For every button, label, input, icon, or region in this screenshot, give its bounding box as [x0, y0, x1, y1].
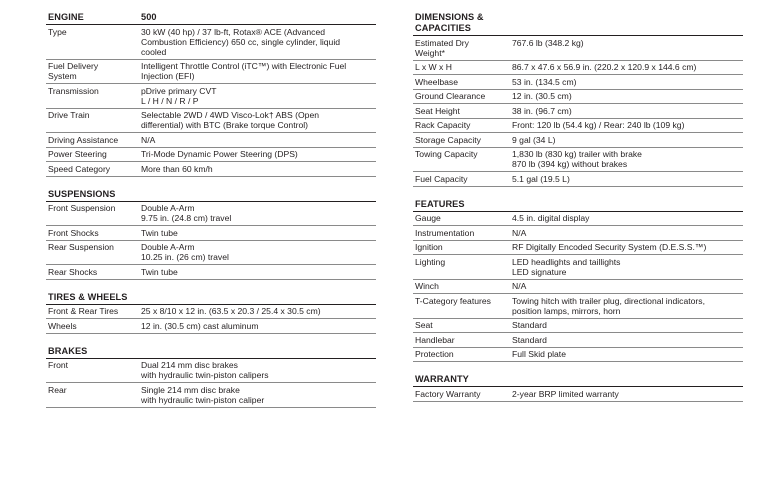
- spec-label: Front Shocks: [48, 227, 99, 238]
- section-tires-wheels: [46, 292, 376, 334]
- spec-row: [413, 119, 743, 134]
- spec-label: Rear Suspension: [48, 242, 114, 252]
- spec-label: Towing Capacity: [415, 149, 478, 159]
- spec-value: 4.5 in. digital display: [512, 213, 590, 223]
- spec-row: [413, 255, 743, 280]
- spec-label: Type: [48, 26, 67, 37]
- spec-label: Ignition: [415, 242, 443, 252]
- section-header: [46, 292, 376, 305]
- spec-value: 9 gal (34 L): [512, 134, 556, 145]
- spec-value: LED headlights and taillights LED signature: [512, 256, 621, 277]
- spec-row: [46, 265, 376, 280]
- spec-row: [413, 133, 743, 148]
- spec-label: Rack Capacity: [415, 120, 471, 130]
- section-dimensions-capacities: [413, 12, 743, 187]
- spec-label: Front Suspension: [48, 203, 116, 213]
- spec-row: [46, 359, 376, 384]
- spec-row: [46, 383, 376, 408]
- spec-label: Speed Category: [48, 163, 111, 174]
- section-suspensions: [46, 189, 376, 280]
- spec-label: Gauge: [415, 213, 441, 223]
- spec-row: [413, 387, 743, 402]
- spec-label: Instrumentation: [415, 227, 475, 238]
- spec-label: Driving Assistance: [48, 134, 119, 145]
- spec-row: [413, 104, 743, 119]
- spec-label: Ground Clearance: [415, 91, 486, 101]
- section-header: [413, 12, 743, 36]
- section-features: [413, 199, 743, 363]
- spec-value: N/A: [512, 227, 527, 238]
- spec-label: Lighting: [415, 256, 446, 267]
- spec-value: 5.1 gal (19.5 L): [512, 173, 570, 184]
- spec-label: Factory Warranty: [415, 388, 481, 399]
- spec-label: Storage Capacity: [415, 134, 481, 145]
- spec-row: [413, 294, 743, 319]
- spec-label: Estimated Dry Weight*: [415, 37, 469, 58]
- spec-value: Front: 120 lb (54.4 kg) / Rear: 240 lb (109 kg): [512, 120, 685, 130]
- spec-label: Winch: [415, 281, 439, 291]
- spec-row: [413, 61, 743, 76]
- spec-value: RF Digitally Encoded Security System (D.E.S.S.™): [512, 242, 707, 252]
- spec-row: [46, 226, 376, 241]
- spec-label: Power Steering: [48, 149, 107, 159]
- spec-value: Towing hitch with trailer plug, directional indicators, position lamps, mirrors, horn: [512, 295, 705, 316]
- spec-value: 25 x 8/10 x 12 in. (63.5 x 20.3 / 25.4 x 30.5 cm): [141, 306, 321, 316]
- section-header: [46, 12, 376, 25]
- section-title: ENGINE: [48, 12, 84, 22]
- spec-row: [413, 75, 743, 90]
- spec-row: [46, 162, 376, 177]
- spec-value: Double A-Arm 10.25 in. (26 cm) travel: [141, 242, 229, 262]
- spec-row: [46, 133, 376, 148]
- spec-label: Rear Shocks: [48, 266, 98, 277]
- section-title: DIMENSIONS & CAPACITIES: [415, 12, 484, 33]
- spec-row: [46, 84, 376, 109]
- section-title: FEATURES: [415, 198, 465, 209]
- spec-row: [413, 226, 743, 241]
- left-spec-column: [46, 12, 376, 420]
- spec-value: More than 60 km/h: [141, 163, 213, 174]
- spec-row: [413, 90, 743, 105]
- right-spec-column: [413, 12, 743, 414]
- spec-row: [46, 25, 376, 60]
- spec-row: [413, 319, 743, 334]
- section-header: [413, 374, 743, 387]
- spec-row: [413, 212, 743, 227]
- spec-value: 30 kW (40 hp) / 37 lb-ft, Rotax® ACE (Advanced Combustion Efficiency) 650 cc, single cylinder, liquid cooled: [141, 26, 341, 57]
- spec-value: N/A: [512, 281, 527, 291]
- spec-row: [46, 109, 376, 134]
- spec-value: 767.6 lb (348.2 kg): [512, 37, 584, 48]
- spec-value: 38 in. (96.7 cm): [512, 105, 572, 116]
- spec-row: [46, 202, 376, 227]
- spec-value: Standard: [512, 320, 547, 330]
- section-header: [413, 199, 743, 212]
- spec-value: 1,830 lb (830 kg) trailer with brake 870 lb (394 kg) without brakes: [512, 149, 642, 169]
- spec-row: [413, 280, 743, 295]
- section-title: BRAKES: [48, 345, 88, 356]
- spec-value: Single 214 mm disc brake with hydraulic twin-piston caliper: [141, 384, 265, 405]
- spec-value: Dual 214 mm disc brakes with hydraulic twin-piston calipers: [141, 360, 269, 380]
- spec-row: [46, 148, 376, 163]
- spec-value: Standard: [512, 334, 547, 345]
- spec-value: Double A-Arm 9.75 in. (24.8 cm) travel: [141, 203, 232, 223]
- spec-label: Handlebar: [415, 334, 455, 345]
- spec-value: Full Skid plate: [512, 349, 566, 359]
- spec-value: Twin tube: [141, 227, 178, 238]
- section-engine: [46, 12, 376, 177]
- spec-row: [46, 305, 376, 320]
- spec-row: [413, 36, 743, 61]
- spec-label: T-Category features: [415, 295, 491, 306]
- section-brakes: [46, 346, 376, 408]
- spec-label: Transmission: [48, 85, 99, 96]
- spec-value: 2-year BRP limited warranty: [512, 388, 619, 399]
- spec-value: 86.7 x 47.6 x 56.9 in. (220.2 x 120.9 x 144.6 cm): [512, 62, 697, 72]
- spec-label: L x W x H: [415, 62, 452, 72]
- spec-label: Front & Rear Tires: [48, 306, 119, 316]
- spec-value: Tri-Mode Dynamic Power Steering (DPS): [141, 149, 298, 159]
- spec-label: Rear: [48, 384, 67, 395]
- spec-value: Twin tube: [141, 266, 178, 277]
- spec-row: [46, 241, 376, 266]
- spec-value: N/A: [141, 134, 156, 145]
- spec-row: [413, 333, 743, 348]
- spec-label: Wheelbase: [415, 76, 458, 87]
- section-warranty: [413, 374, 743, 402]
- spec-label: Fuel Capacity: [415, 173, 468, 184]
- spec-row: [46, 60, 376, 85]
- spec-value: pDrive primary CVT L / H / N / R / P: [141, 85, 217, 106]
- spec-label: Seat: [415, 320, 433, 330]
- spec-value: 12 in. (30.5 cm): [512, 91, 572, 101]
- spec-value: 53 in. (134.5 cm): [512, 76, 577, 87]
- spec-label: Front: [48, 360, 69, 370]
- spec-row: [413, 148, 743, 173]
- section-title-value: 500: [141, 12, 157, 22]
- spec-row: [413, 241, 743, 256]
- spec-value: Selectable 2WD / 4WD Visco-Lok† ABS (Open differential) with BTC (Brake torque Control): [141, 110, 320, 130]
- spec-label: Wheels: [48, 320, 77, 331]
- section-title: SUSPENSIONS: [48, 188, 116, 199]
- spec-label: Fuel Delivery System: [48, 61, 99, 81]
- section-header: [46, 346, 376, 359]
- spec-label: Seat Height: [415, 105, 460, 116]
- section-title: WARRANTY: [415, 374, 469, 384]
- spec-row: [46, 319, 376, 334]
- section-title: TIRES & WHEELS: [48, 291, 128, 302]
- spec-value: 12 in. (30.5 cm) cast aluminum: [141, 320, 259, 331]
- spec-row: [413, 172, 743, 187]
- spec-label: Protection: [415, 349, 454, 359]
- spec-value: Intelligent Throttle Control (iTC™) with Electronic Fuel Injection (EFI): [141, 61, 347, 81]
- spec-row: [413, 348, 743, 363]
- spec-label: Drive Train: [48, 110, 90, 120]
- section-header: [46, 189, 376, 202]
